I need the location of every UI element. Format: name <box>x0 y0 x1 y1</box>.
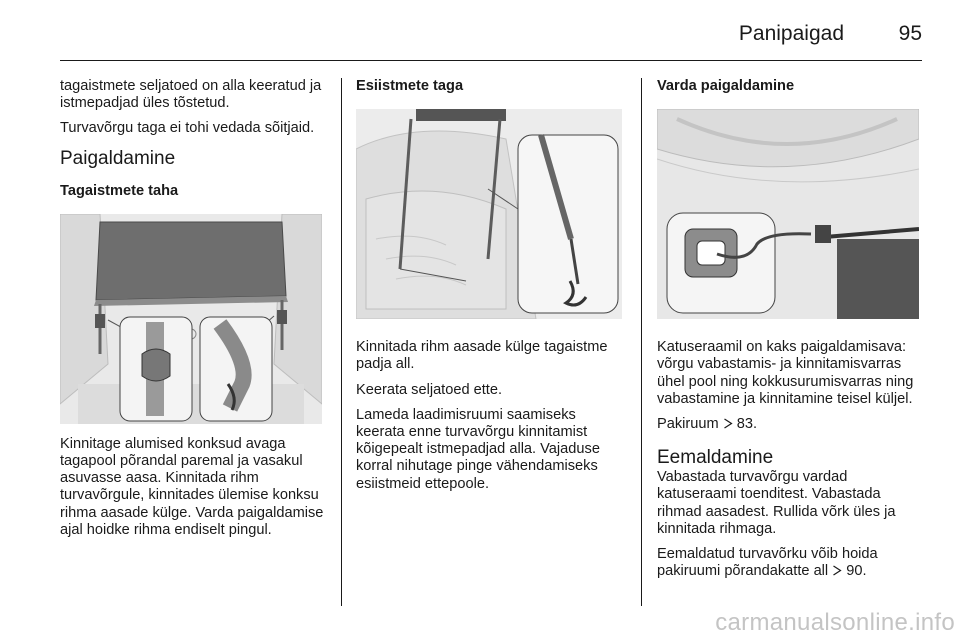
column-3 <box>657 78 923 588</box>
luggage-page-link[interactable]: 83. <box>736 416 758 433</box>
column-2 <box>356 78 626 501</box>
paragraph-flat-load-floor: Lameda laadimisruumi saamiseks keerata enne turvavõrgu kinnitamist kõigepealt istmepadjad alla. Vajaduse korral nihutage pinge vähendamiseks esiistmeid ettepoole. <box>356 406 600 492</box>
cross-reference-arrow-icon <box>832 563 842 579</box>
floor-cover-page-link[interactable]: 90. <box>846 563 867 580</box>
illustration-rod-installation <box>657 109 919 319</box>
cross-reference-arrow-icon <box>723 416 733 432</box>
page-header <box>60 0 922 62</box>
paragraph-release-rods: Vabastada turvavõrgu vardad katuseraami toenditest. Vabastada rihmad aasadest. Rullida võrk üles ja kinnitada rihmaga. <box>657 469 896 537</box>
illustration-rear-seat-net <box>60 214 322 424</box>
watermark: carmanualsonline.info <box>715 609 955 636</box>
page-title: Panipaigad <box>738 22 844 45</box>
heading-removal: Eemaldamine <box>657 447 774 469</box>
luggage-ref-text: Pakiruum <box>657 416 719 433</box>
store-net-text: Eemaldatud turvavõrku võib hoida pakiruumi põrandakatte all <box>657 546 878 580</box>
column-divider-1 <box>341 78 342 606</box>
subheading-behind-rear-seats: Tagaistmete taha <box>60 182 179 199</box>
paragraph-seatbacks: tagaistmete seljatoed on alla keeratud ja istmepadjad üles tõstetud. <box>60 78 322 112</box>
paragraph-hooks: Kinnitage alumised konksud avaga tagapool põrandal paremal ja vasakul asuvasse aasa. Kinnitada rihm turvavõrgule, kinnitades ülemise konksu rihma aasade külge. Varda paigaldamise ajal hoidke rihma endiselt pingul. <box>60 435 324 538</box>
subheading-rod-installation: Varda paigaldamine <box>657 78 795 94</box>
column-1 <box>60 78 326 547</box>
illustration-front-seat-net <box>356 109 622 319</box>
header-divider <box>60 60 922 61</box>
paragraph-no-passengers: Turvavõrgu taga ei tohi vedada sõitjaid. <box>60 120 315 137</box>
column-divider-2 <box>641 78 642 606</box>
subheading-behind-front-seats: Esiistmete taga <box>356 78 464 94</box>
paragraph-mounting-holes: Katuseraamil on kaks paigaldamisava: võrgu vabastamis- ja kinnitamisvarras ühel pool ning kokkusurumisvarras ning vabastamine ja kinnitamine teisel küljel. <box>657 339 914 407</box>
paragraph-luggage-ref <box>657 416 923 433</box>
page-number: 95 <box>898 22 922 45</box>
heading-installation: Paigaldamine <box>60 147 176 169</box>
paragraph-fold-seatbacks: Keerata seljatoed ette. <box>356 381 503 398</box>
paragraph-store-net <box>657 546 923 580</box>
paragraph-attach-strap: Kinnitada rihm aasade külge tagaistme padja all. <box>356 339 608 373</box>
